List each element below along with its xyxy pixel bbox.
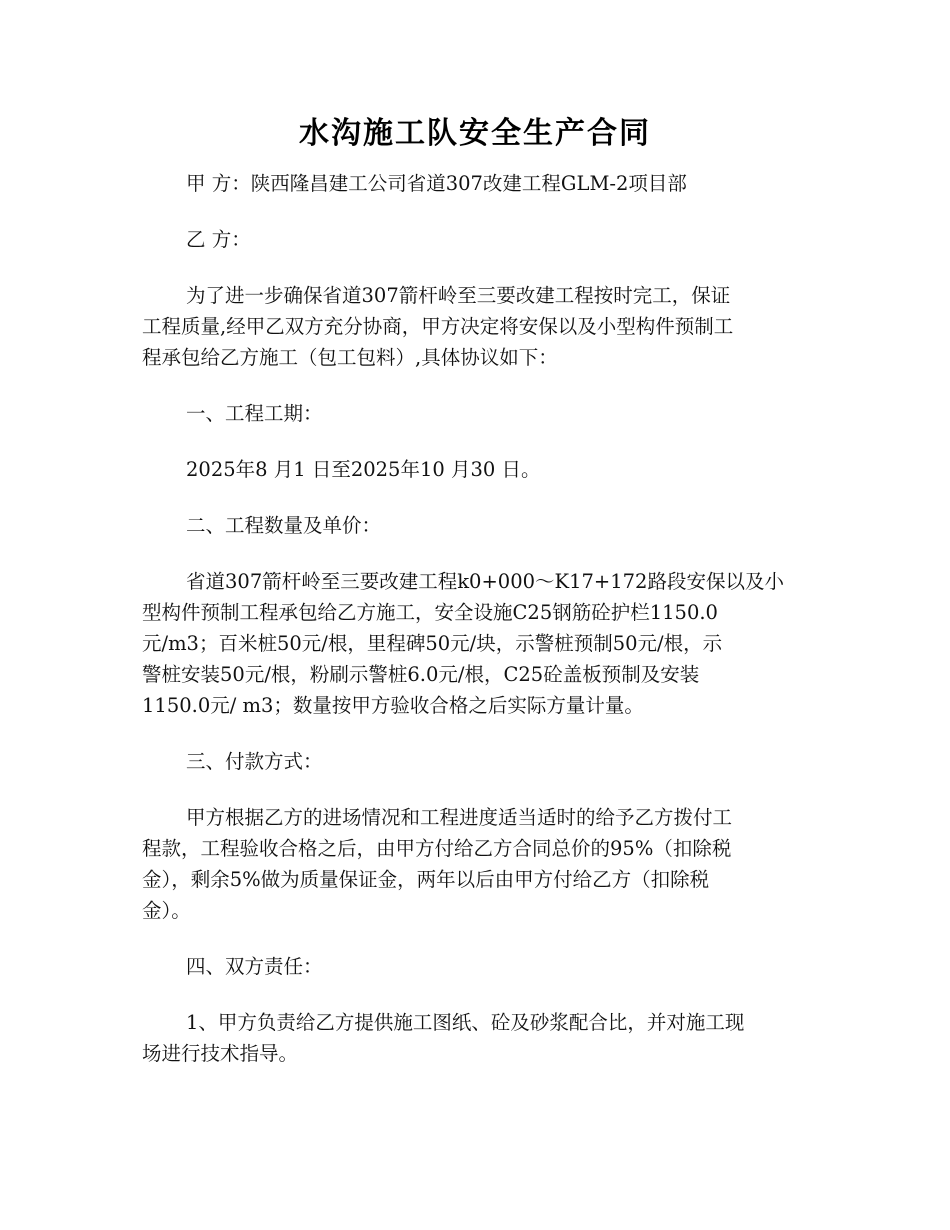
section-4-item-1-line-2: 场进行技术指导。 [142, 1042, 299, 1065]
section-3-line-4: 金）。 [142, 899, 191, 922]
section-3-paragraph [142, 802, 814, 926]
section-1-heading: 一、工程工期： [186, 402, 323, 425]
section-4-item-1 [142, 1007, 814, 1069]
section-3-line-2: 程款，工程验收合格之后，由甲方付给乙方合同总价的95%（扣除税 [142, 837, 732, 860]
section-1-text: 2025年8 月1 日至2025年10 月30 日。 [186, 458, 541, 481]
section-2-heading: 二、工程数量及单价： [186, 514, 382, 537]
party-b-line: 乙 方： [186, 228, 251, 251]
section-2-line-1: 省道307箭杆岭至三要改建工程k0+000～K17+172路段安保以及小 [186, 570, 784, 593]
section-2-line-2: 型构件预制工程承包给乙方施工，安全设施C25钢筋砼护栏1150.0 [142, 601, 718, 624]
document-body [142, 168, 814, 1094]
party-a-line: 甲 方：陕西隆昌建工公司省道307改建工程GLM-2项目部 [186, 172, 687, 195]
section-2-line-5: 1150.0元/ m3；数量按甲方验收合格之后实际方量计量。 [142, 694, 644, 717]
section-3-heading: 三、付款方式： [186, 750, 323, 773]
intro-line-1: 为了进一步确保省道307箭杆岭至三要改建工程按时完工，保证 [186, 284, 731, 307]
section-2-line-3: 元/m3；百米桩50元/根，里程碑50元/块，示警桩预制50元/根，示 [142, 632, 723, 655]
intro-line-2: 工程质量,经甲乙双方充分协商，甲方决定将安保以及小型构件预制工 [142, 315, 734, 338]
section-2-paragraph [142, 566, 814, 721]
intro-line-3: 程承包给乙方施工（包工包料）,具体协议如下： [142, 346, 558, 369]
section-3-line-1: 甲方根据乙方的进场情况和工程进度适当适时的给予乙方拨付工 [186, 806, 733, 829]
section-3-line-3: 金），剩余5%做为质量保证金，两年以后由甲方付给乙方（扣除税 [142, 868, 710, 891]
intro-paragraph [142, 280, 814, 373]
section-2-line-4: 警桩安装50元/根，粉刷示警桩6.0元/根，C25砼盖板预制及安装 [142, 663, 700, 686]
document-title: 水沟施工队安全生产合同 [299, 116, 651, 151]
section-4-heading: 四、双方责任： [186, 955, 323, 978]
section-4-item-1-line-1: 1、甲方负责给乙方提供施工图纸、砼及砂浆配合比，并对施工现 [186, 1011, 745, 1034]
